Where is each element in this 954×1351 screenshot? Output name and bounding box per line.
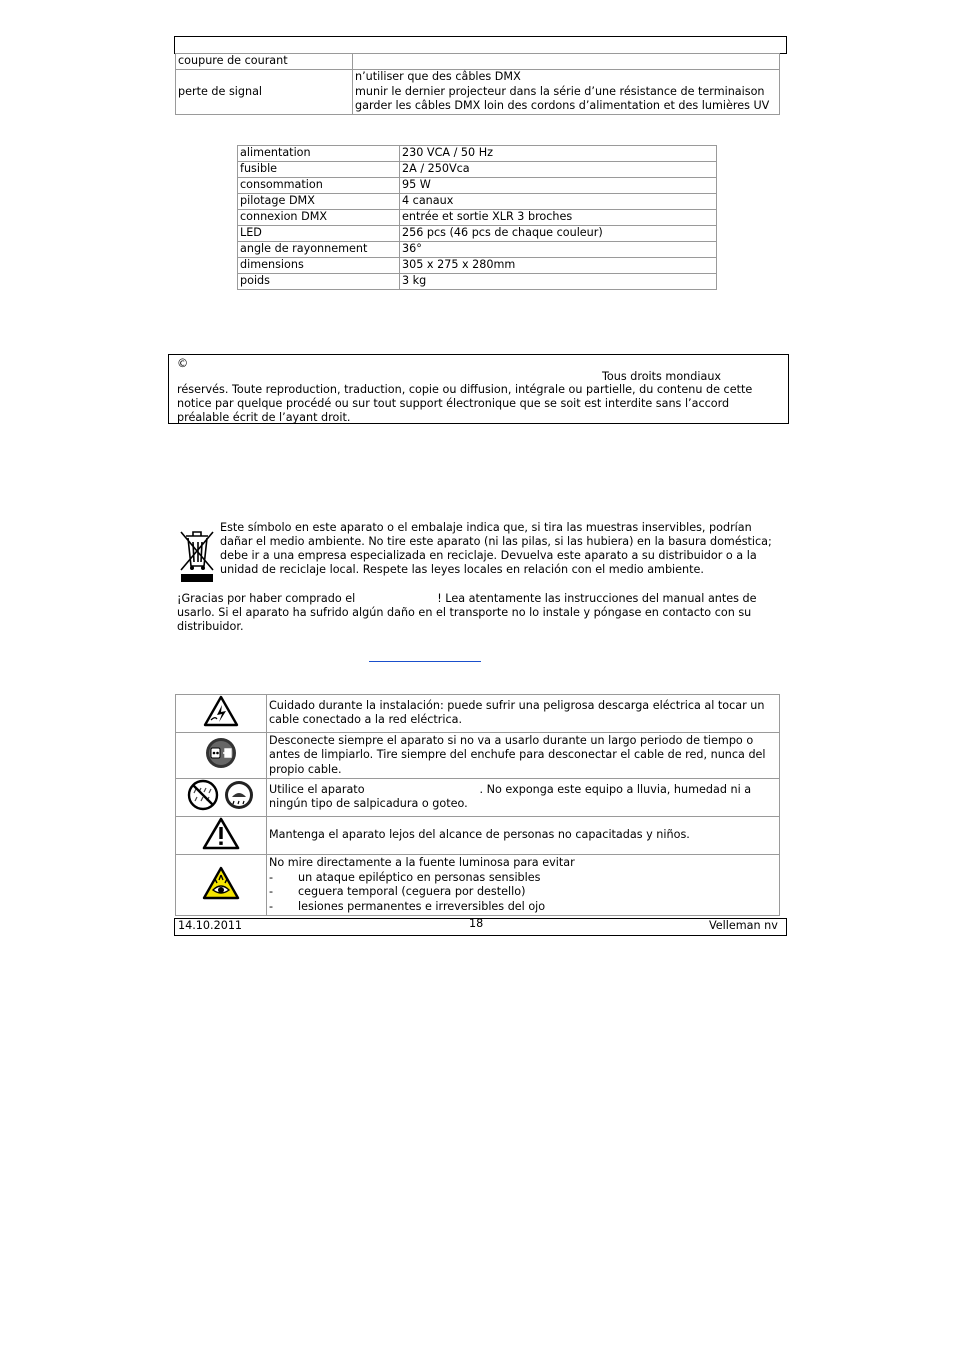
spec-key: dimensions bbox=[238, 258, 400, 274]
safety-text: Desconecte siempre el aparato si no va a usarlo durante un largo periodo de tiempo o antes de limpiarlo. Tire siempre del enchufe para desconectar el cable de red, nunca del propio cable. bbox=[267, 732, 780, 779]
table-row bbox=[238, 210, 717, 226]
solution-line: n’utiliser que des câbles DMX bbox=[355, 70, 521, 83]
icon-cell bbox=[176, 779, 267, 817]
copyright-rights: Tous droits mondiaux bbox=[602, 370, 722, 383]
icon-cell bbox=[176, 732, 267, 779]
spec-value: 36° bbox=[400, 242, 717, 258]
spec-key: connexion DMX bbox=[238, 210, 400, 226]
thanks-before: ¡Gracias por haber comprado el bbox=[177, 592, 356, 605]
thanks-paragraph bbox=[177, 592, 777, 634]
copyright-text: réservés. Toute reproduction, traduction, copie ou diffusion, intégrale ou partielle, du contenu de cette notice par quelque procédé ou sur tout support électronique que se soit est interdite sans l’accord préalable écrit de l’ayant droit. bbox=[177, 383, 753, 424]
table-row bbox=[238, 242, 717, 258]
table-row bbox=[176, 816, 780, 855]
icon-cell bbox=[176, 695, 267, 733]
no-rain-icon bbox=[186, 779, 256, 811]
safety-text: Cuidado durante la instalación: puede sufrir una peligrosa descarga eléctrica al tocar un cable conectado a la red eléctrica. bbox=[267, 695, 780, 733]
list-item: - lesiones permanentes e irreversibles del ojo bbox=[269, 899, 546, 913]
table-row bbox=[176, 70, 780, 115]
table-row bbox=[176, 54, 780, 70]
spec-value: entrée et sortie XLR 3 broches bbox=[400, 210, 717, 226]
weee-text: Este símbolo en este aparato o el embalaje indica que, si tira las muestras inservibles, podrían dañar el medio ambiente. No tire este aparato (ni las pilas, si las hubiera) en la basura doméstica; debe ir a una empresa especializada en reciclaje. Devuelva este aparato a su distribuidor o a la unidad de reciclaje local. Respete las leyes locales en relación con el medio ambiente. bbox=[220, 521, 772, 576]
specifications-table bbox=[237, 145, 717, 290]
list-item: - ceguera temporal (ceguera por destello) bbox=[269, 885, 526, 898]
safety-text bbox=[267, 779, 780, 817]
safety-text-before: Utilice el aparato bbox=[269, 782, 365, 796]
table-row bbox=[238, 194, 717, 210]
icon-cell bbox=[176, 855, 267, 916]
header-box bbox=[174, 36, 787, 54]
spec-value: 2A / 250Vca bbox=[400, 162, 717, 178]
table-row bbox=[176, 695, 780, 733]
table-row bbox=[176, 732, 780, 779]
spec-key: pilotage DMX bbox=[238, 194, 400, 210]
footer-date: 14.10.2011 bbox=[178, 919, 243, 932]
table-row bbox=[176, 855, 780, 916]
table-row bbox=[238, 258, 717, 274]
table-row bbox=[238, 226, 717, 242]
safety-text: Mantenga el aparato lejos del alcance de personas no capacitadas y niños. bbox=[267, 816, 780, 855]
unplug-icon bbox=[205, 737, 237, 769]
thanks-after: ! Lea atentamente las instrucciones del manual antes de usarlo. Si el aparato ha sufrido algún daño en el transporte no lo instale y póngase en contacto con su distribuidor. bbox=[177, 592, 757, 633]
solution-cell bbox=[353, 54, 780, 70]
spec-value: 95 W bbox=[400, 178, 717, 194]
weee-bin-icon bbox=[178, 524, 216, 584]
electric-shock-warning-icon bbox=[203, 695, 239, 727]
problem-cell: coupure de courant bbox=[176, 54, 353, 70]
icon-cell bbox=[176, 816, 267, 855]
safety-intro: No mire directamente a la fuente luminosa para evitar bbox=[269, 856, 575, 869]
table-row bbox=[238, 146, 717, 162]
table-row bbox=[176, 779, 780, 817]
troubleshooting-table bbox=[175, 53, 780, 115]
spec-key: fusible bbox=[238, 162, 400, 178]
spec-key: consommation bbox=[238, 178, 400, 194]
copyright-symbol: © bbox=[177, 357, 189, 370]
eye-light-warning-icon bbox=[202, 866, 240, 900]
spec-key: alimentation bbox=[238, 146, 400, 162]
footer-company: Velleman nv bbox=[709, 919, 778, 932]
spec-value: 3 kg bbox=[400, 274, 717, 290]
table-row bbox=[238, 274, 717, 290]
page-number: 18 bbox=[469, 917, 484, 930]
spec-value: 305 x 275 x 280mm bbox=[400, 258, 717, 274]
spec-value: 230 VCA / 50 Hz bbox=[400, 146, 717, 162]
solution-cell bbox=[353, 70, 780, 115]
spec-key: angle de rayonnement bbox=[238, 242, 400, 258]
bullet-dash: - bbox=[269, 899, 274, 913]
spec-value: 4 canaux bbox=[400, 194, 717, 210]
general-warning-icon bbox=[202, 817, 240, 850]
table-row bbox=[238, 162, 717, 178]
list-item: - un ataque epiléptico en personas sensibles bbox=[269, 870, 541, 884]
website-link[interactable] bbox=[369, 661, 481, 662]
table-row bbox=[238, 178, 717, 194]
safety-table bbox=[175, 694, 780, 916]
solution-line: munir le dernier projecteur dans la série d’une résistance de terminaison bbox=[355, 84, 765, 98]
solution-line: garder les câbles DMX loin des cordons d’alimentation et des lumières UV bbox=[355, 99, 770, 112]
spec-key: poids bbox=[238, 274, 400, 290]
bullet-dash: - bbox=[269, 870, 274, 884]
safety-text bbox=[267, 855, 780, 916]
spec-key: LED bbox=[238, 226, 400, 242]
safety-text-after: . No exponga este equipo a lluvia, humedad ni a ningún tipo de salpicadura o goteo. bbox=[269, 782, 752, 811]
spec-value: 256 pcs (46 pcs de chaque couleur) bbox=[400, 226, 717, 242]
bullet-dash: - bbox=[269, 885, 274, 898]
problem-cell: perte de signal bbox=[176, 70, 353, 115]
